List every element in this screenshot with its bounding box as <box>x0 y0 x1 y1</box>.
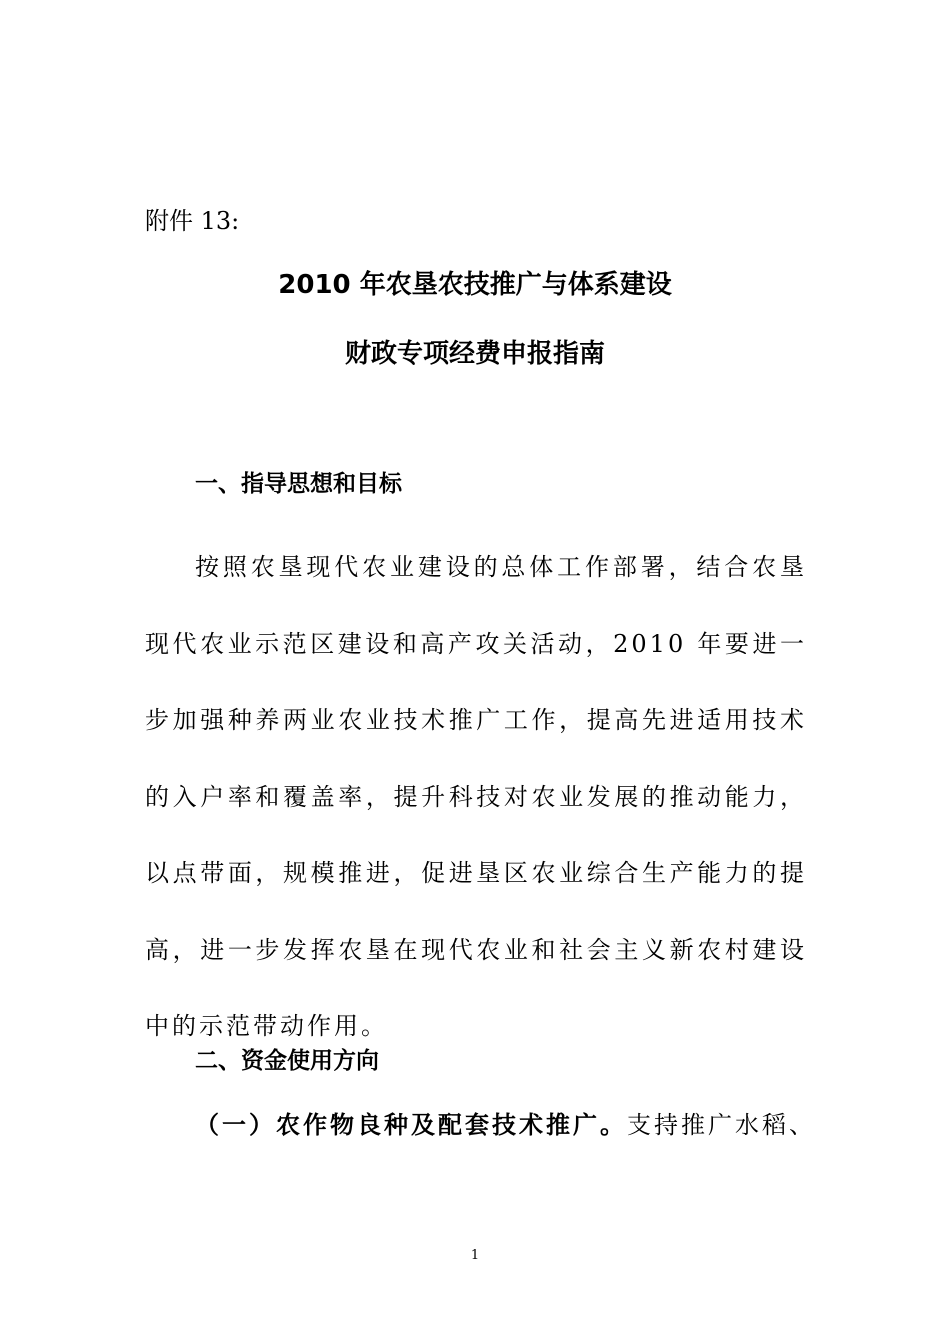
section-paragraph-guiding-principles: 按照农垦现代农业建设的总体工作部署，结合农垦现代农业示范区建设和高产攻关活动，2010 年要进一步加强种养两业农业技术推广工作，提高先进适用技术的入户率和覆盖率，提升科技对农业发展的推动能力，以点带面，规模推进，促进垦区农业综合生产能力的提高，进一步发挥农垦在现代农业和社会主义新农村建设中的示范带动作用。 <box>145 553 807 1040</box>
attachment-label: 附件 13: <box>145 207 240 235</box>
document-title-line-2: 财政专项经费申报指南 <box>344 339 605 369</box>
section-heading-guiding-principles: 一、指导思想和目标 <box>195 471 402 497</box>
subitem-crop-varieties <box>195 1107 816 1143</box>
document-title-line-1: 2010 年农垦农技推广与体系建设 <box>278 270 672 300</box>
section-heading-fund-usage: 二、资金使用方向 <box>195 1048 379 1074</box>
subitem-lead: （一）农作物良种及配套技术推广。 <box>195 1110 627 1139</box>
subitem-text: 支持推广水稻、 <box>627 1111 816 1139</box>
page-number: 1 <box>470 1248 480 1263</box>
